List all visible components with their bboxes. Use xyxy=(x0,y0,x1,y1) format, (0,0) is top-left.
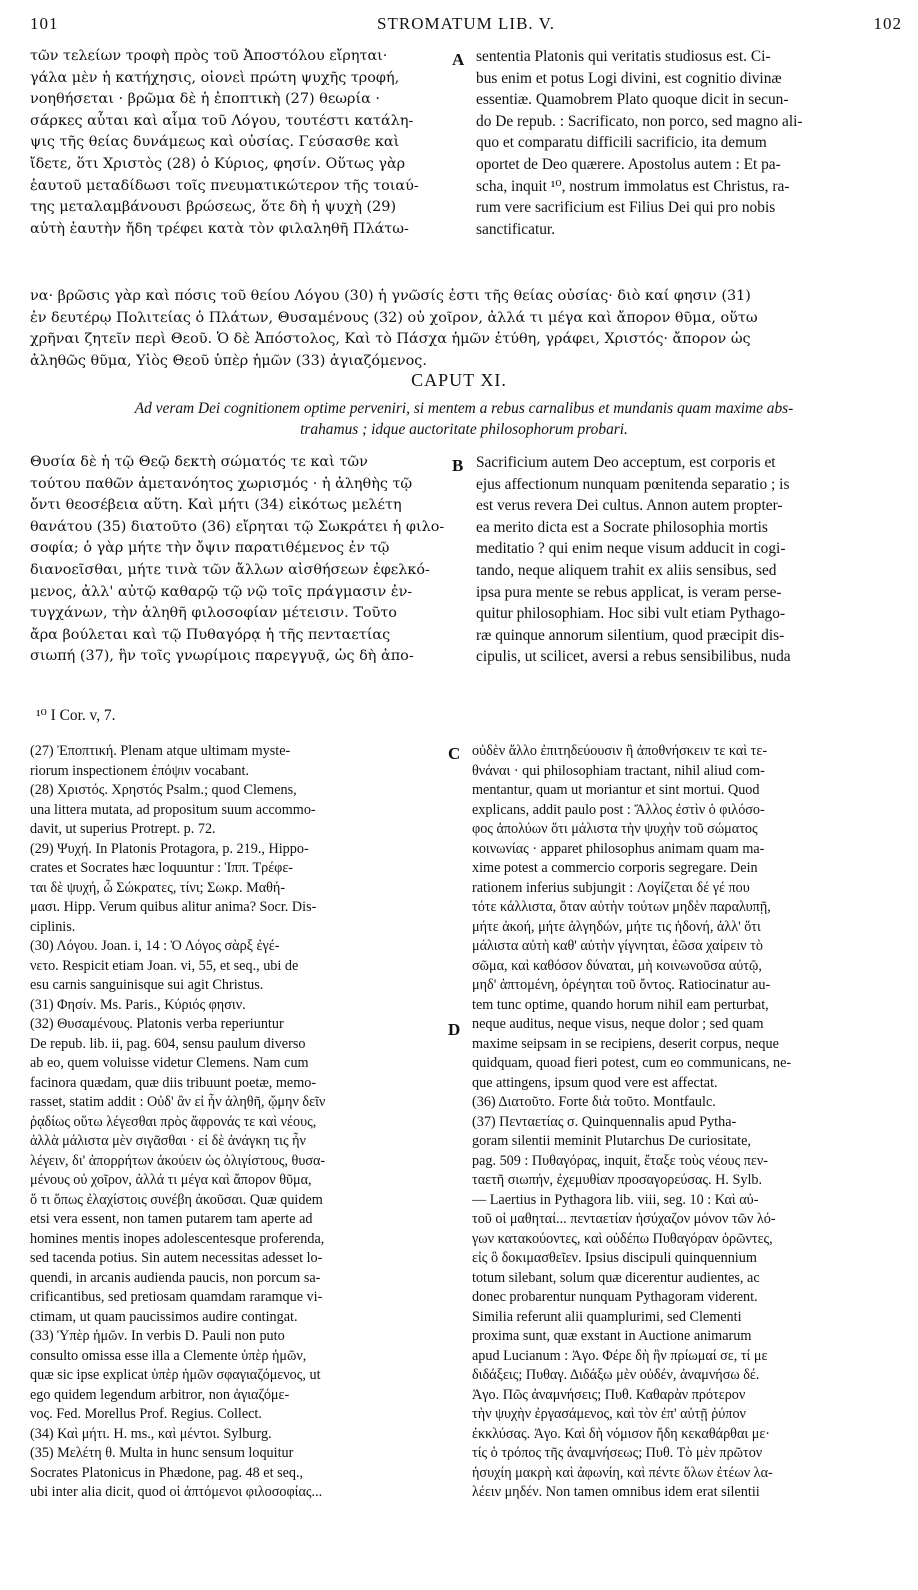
text-line: ψις τῆς θείας δυνάμεως καὶ οὐσίας. Γεύσασθε καὶ xyxy=(30,134,400,151)
note-line: (31) Φησίν. Ms. Paris., Κύριός φησιν. xyxy=(30,996,246,1013)
running-head xyxy=(30,14,902,40)
note-line: Ἀγο. Πῶς ἀναμνήσεις; Πυθ. Καθαρὰν πρότερον xyxy=(472,1386,746,1403)
note-line: ῥᾳδίως οὕτω λέγεσθαι πρὸς ἄφρονάς τε καὶ νέους, xyxy=(30,1113,317,1130)
note-line: proxima sunt, quæ exstant in Auctione animarum xyxy=(472,1328,752,1344)
note-line: φος ἀπολύων ὅτι μάλιστα τὴν ψυχὴν τοῦ σώματος xyxy=(472,821,758,837)
chapter-subtitle-line-1: Ad veram Dei cognitionem optime perveniri, si mentem a rebus carnalibus et mundanis quam maxime abs- xyxy=(134,400,794,417)
marker-c: C xyxy=(448,744,461,763)
text-line: rum vere sacrificium est Filius Dei qui pro nobis xyxy=(476,199,776,217)
text-line: ἀληθῶς θῦμα, Υἱὸς Θεοῦ ὑπὲρ ἡμῶν (33) ἁγιαζόμενος. xyxy=(30,352,427,369)
text-line: αὑτὴ ἑαυτὴν ἤδη τρέφει κατὰ τὸν φιλαληθῆ Πλάτω- xyxy=(30,220,409,237)
top-fullwidth-greek xyxy=(30,286,888,372)
text-line: sententia Platonis qui veritatis studiosus est. Ci- xyxy=(476,48,771,65)
note-line: facinora quædam, quæ diis tribuunt poetæ, memo- xyxy=(30,1074,317,1091)
marker-b: B xyxy=(452,456,464,475)
top-greek-column xyxy=(30,46,448,240)
note-line: τίς ὁ τρόπος τῆς ἀναμνήσεως; Πυθ. Τὸ μὲν πρῶτον xyxy=(472,1445,763,1461)
text-line: oportet de Deo quærere. Apostolus autem : Et pa- xyxy=(476,155,781,173)
note-line: sed tacenda potius. Sin autem necessitas adesset lo- xyxy=(30,1250,323,1266)
footnote: ¹⁰ I Cor. v, 7. xyxy=(36,707,116,724)
chapter-title: CAPUT XI. xyxy=(411,370,507,390)
running-title: STROMATUM LIB. V. xyxy=(377,14,555,33)
text-line: τῶν τελείων τροφὴ πρὸς τοῦ Ἀποστόλου εἴρηται· xyxy=(30,48,388,64)
note-line: riorum inspectionem ἐπόψιν vocabant. xyxy=(30,762,249,779)
note-line: (35) Μελέτη θ. Multa in hunc sensum loquitur xyxy=(30,1445,294,1461)
text-line: meditatio ? qui enim neque visum adducit in cogi- xyxy=(476,540,786,558)
text-line: της μεταλαμβάνουσι βρώσεως, ὅτε δὴ ἡ ψυχὴ (29) xyxy=(30,199,397,216)
note-line: λέγειν, δι' ἀπορρήτων ἀκούειν ὡς ὀλιγίστους, θυσα- xyxy=(30,1152,326,1169)
note-line: esu carnis sanguinisque sui agit Christus. xyxy=(30,977,264,993)
chapter-subtitle xyxy=(30,398,898,440)
note-line: davit, ut superius Protrept. p. 72. xyxy=(30,821,216,837)
marker-d: D xyxy=(448,1020,461,1039)
text-line: μενος, ἀλλ' αὐτῷ καθαρῷ τῷ νῷ τοῖς πράγμασιν ἐν- xyxy=(30,583,413,600)
chapter-subtitle-line-2: trahamus ; idque auctoritate philosophorum probari. xyxy=(300,421,628,438)
note-line: μένους οὐ χοῖρον, ἀλλά τι μέγα καὶ ἄπορον θῦμα, xyxy=(30,1172,312,1188)
note-line: etsi vera essent, non tamen putarem tam aperte ad xyxy=(30,1211,313,1227)
text-line: ὄντι θεοσέβεια αὕτη. Καὶ μήτι (34) εἰκότως μελέτη xyxy=(30,497,402,514)
text-line: essentiæ. Quamobrem Plato quoque dicit in secun- xyxy=(476,91,789,109)
note-line: ἐκκλύσας. Ἀγο. Καὶ δὴ νόμισον ἤδη κεκαθάρθαι με· xyxy=(472,1425,771,1442)
note-line: mentantur, quam ut moriantur et sint mortui. Quod xyxy=(472,782,760,798)
notes-right-column xyxy=(472,742,888,1503)
note-line: θνάναι · qui philosophiam tractant, nihil aliud com- xyxy=(472,762,765,779)
note-line: ab eo, quem voluisse videtur Clemens. Nam cum xyxy=(30,1055,309,1071)
text-line: sanctificatur. xyxy=(476,220,556,238)
note-line: consulto omissa esse illa a Clemente ὑπὲρ ἡμῶν, xyxy=(30,1347,307,1364)
text-line: Θυσία δὲ ἡ τῷ Θεῷ δεκτὴ σώματός τε καὶ τῶν xyxy=(30,454,368,470)
text-line: ejus affectionum nunquam pœnitenda separatio ; is xyxy=(476,475,790,493)
marker-a: A xyxy=(452,50,465,69)
note-line: γων κατακούοντες, καὶ οὐδέπω Πυθαγόραν ὁρῶντες, xyxy=(472,1230,773,1247)
note-line: τὴν ψυχὴν ἐργασάμενος, καὶ τὸν ἐπ' αὐτῇ ῥύπον xyxy=(472,1406,746,1422)
note-line: κοινωνίας · apparet philosophus animam quam ma- xyxy=(472,840,765,857)
note-line: xime potest a commercio corporis segregare. Dein xyxy=(472,860,758,876)
text-line: quo et comparatu difficili sacrificio, ita demum xyxy=(476,134,767,152)
note-line: goram silentii meminit Plutarchus De curiositate, xyxy=(472,1133,751,1149)
note-line: τότε κάλλιστα, ὅταν αὐτὴν τούτων μηδὲν παραλυπῇ, xyxy=(472,899,771,915)
note-line: διδάξεις; Πυθαγ. Διδάξω μὲν οὐδέν, ἀναμνήσω δέ. xyxy=(472,1367,760,1383)
note-line: maxime seipsam in se recipiens, deserit corpus, neque xyxy=(472,1035,779,1052)
note-line: tem tunc optime, quando horum nihil eam perturbat, xyxy=(472,996,769,1013)
note-line: ubi inter alia dicit, quod oἱ ἀπτόμενοι φιλοσοφίας... xyxy=(30,1484,323,1500)
note-line: totum silebant, solum quæ dicerentur audientes, ac xyxy=(472,1269,760,1286)
text-line: τούτου παθῶν ἀμετανόητος χωρισμός · ἡ ἀληθὴς τῷ xyxy=(30,475,413,492)
note-line: apud Lucianum : Ἀγο. Φέρε δὴ ἣν πρίωμαί σε, τί με xyxy=(472,1347,768,1364)
note-line: neque auditus, neque visus, neque dolor ; sed quam xyxy=(472,1016,764,1032)
text-line: do De repub. : Sacrificato, non porco, sed magno ali- xyxy=(476,112,803,130)
note-line: crificantibus, sed pretiosam quamdam raramque vi- xyxy=(30,1289,323,1305)
note-line: que attingens, ipsum quod vere est affectat. xyxy=(472,1074,718,1091)
text-line: Sacrificium autem Deo acceptum, est corporis et xyxy=(476,454,776,471)
right-page-number: 102 xyxy=(873,14,902,33)
note-line: — Laertius in Pythagora lib. viii, seg. 10 : Καὶ αὐ- xyxy=(472,1191,759,1208)
note-line: νος. Fed. Morellus Prof. Regius. Collect. xyxy=(30,1406,262,1422)
note-line: μηδ' ἁπτομένη, ὀρέγηται τοῦ ὄντος. Ratiocinatur au- xyxy=(472,977,771,993)
text-line: νοηθήσεται · βρῶμα δὲ ἡ ἐποπτικὴ (27) θεωρία · xyxy=(30,91,380,108)
note-line: μήτε ἀκοή, μήτε ἀλγηδών, μήτε τις ἡδονή, ἀλλ' ὅτι xyxy=(472,918,761,935)
text-line: tando, neque aliquem trahit ex aliis sensibus, sed xyxy=(476,561,777,579)
note-line: ὅ τι ὅπως ἐλαχίστοις συνέβη ἀκοῦσαι. Quæ quidem xyxy=(30,1191,323,1208)
text-line: να· βρῶσις γὰρ καὶ πόσις τοῦ θείου Λόγου (30) ἡ γνῶσίς ἐστι τῆς θείας οὐσίας· διὸ καί φησιν (31) xyxy=(30,288,751,304)
text-line: σάρκες αὗται καὶ αἷμα τοῦ Λόγου, τουτέστι κατάλη- xyxy=(30,112,414,129)
text-line: scha, inquit ¹⁰, nostrum immolatus est Christus, ra- xyxy=(476,177,790,195)
text-line: χρῆναι ζητεῖν περὶ Θεοῦ. Ὁ δὲ Ἀπόστολος, Καὶ τὸ Πάσχα ἡμῶν ἐτύθη, γράφει, Χριστός· ἄπορον ὡς xyxy=(30,331,751,348)
note-line: ego quidem legendum arbitror, non ἁγιαζόμε- xyxy=(30,1386,290,1403)
note-line: νετο. Respicit etiam Joan. vi, 55, et seq., ubi de xyxy=(30,957,299,974)
note-line: ciplinis. xyxy=(30,918,76,935)
text-line: cipulis, ut scilicet, aversi a rebus sensibilibus, nuda xyxy=(476,648,791,666)
note-line: De repub. lib. ii, pag. 604, sensu paulum diverso xyxy=(30,1035,306,1052)
note-line: rationem inferius subjungit : Λογίζεται δέ γέ που xyxy=(472,879,750,896)
note-line: Similia referunt alii quamplurimi, sed Clementi xyxy=(472,1308,742,1325)
note-line: μάλιστα αὐτὴ καθ' αὑτὴν γίγνηται, ἐῶσα χαίρειν τὸ xyxy=(472,938,763,954)
text-line: ἴδετε, ὅτι Χριστὸς (28) ὁ Κύριος, φησίν. Οὕτως γὰρ xyxy=(30,155,406,172)
note-line: (27) Ἐποπτική. Plenam atque ultimam myste- xyxy=(30,743,291,759)
text-line: ræ quinque annorum silentium, quod præcipit dis- xyxy=(476,626,785,644)
note-line: (32) Θυσαμένους. Platonis verba reperiuntur xyxy=(30,1016,284,1032)
notes-left-column xyxy=(30,742,444,1503)
note-line: ctimam, ut quam paucissimos audire contingat. xyxy=(30,1308,298,1325)
note-line: (28) Χριστός. Χρηστός Psalm.; quod Clemens, xyxy=(30,782,297,798)
text-line: γάλα μὲν ἡ κατήχησις, οἱονεὶ πρώτη ψυχῆς τροφή, xyxy=(30,69,400,86)
note-line: μασι. Hipp. Verum quibus alitur anima? Socr. Dis- xyxy=(30,899,317,915)
note-line: pag. 509 : Πυθαγόρας, inquit, ἔταξε τοὺς νέους πεν- xyxy=(472,1152,769,1169)
text-line: ἑαυτοῦ μεταδίδωσι τοῖς πνευματικώτερον τῆς τοιαύ- xyxy=(30,177,419,194)
text-line: θανάτου (35) διατοῦτο (36) εἴρηται τῷ Σωκράτει ἡ φιλο- xyxy=(30,518,445,535)
text-line: σοφία; ὁ γὰρ μήτε τὴν ὄψιν παρατιθέμενος ἐν τῷ xyxy=(30,540,390,557)
note-line: (37) Πενταετίας σ. Quinquennalis apud Pytha- xyxy=(472,1113,737,1130)
note-line: εἰς ὃ δοκιμασθεῖεν. Ipsius discipuli quinquennium xyxy=(472,1250,757,1266)
note-line: ταετῆ σιωπήν, ἐχεμυθίαν προσαγορεύσας. H. Sylb. xyxy=(472,1172,763,1188)
mid-latin-column xyxy=(476,452,888,668)
note-line: σῶμα, καὶ καθόσον δύναται, μὴ κοινωνοῦσα αὐτῷ, xyxy=(472,957,762,974)
note-line: (30) Λόγου. Joan. i, 14 : Ὁ Λόγος σὰρξ ἐγέ- xyxy=(30,938,280,954)
text-line: bus enim et potus Logi divini, est cognitio divinæ xyxy=(476,69,782,87)
text-line: ipsa pura mente se rebus applicat, is veram perse- xyxy=(476,583,782,601)
note-line: homines mentis inopes adolescentesque proferenda, xyxy=(30,1230,325,1247)
note-line: (36) Διατοῦτο. Forte διὰ τοῦτο. Montfaulc. xyxy=(472,1094,716,1110)
text-line: τυγχάνων, τὴν ἀληθῆ φιλοσοφίαν μέτεισιν. Τοῦτο xyxy=(30,605,397,622)
note-line: quidquam, quoad fieri potest, cum eo communicans, ne- xyxy=(472,1055,792,1071)
left-page-number: 101 xyxy=(30,14,59,33)
note-line: οὐδὲν ἄλλο ἐπιτηδεύουσιν ἢ ἀποθνήσκειν τε καὶ τε- xyxy=(472,743,768,759)
top-latin-column xyxy=(476,46,888,240)
note-line: explicans, addit paulo post : Ἄλλος ἐστὶν ὁ φιλόσο- xyxy=(472,801,765,818)
note-line: crates et Socrates hæc loquuntur : Ἱππ. Τρέφε- xyxy=(30,860,294,876)
note-line: (34) Καὶ μήτι. H. ms., καὶ μέντοι. Sylburg. xyxy=(30,1425,272,1442)
note-line: λέειν μηδέν. Non tamen omnibus idem erat silentii xyxy=(472,1484,760,1500)
note-line: donec probarentur nunquam Pythagoram viderent. xyxy=(472,1289,758,1305)
text-line: est verus revera Dei cultus. Annon autem propter- xyxy=(476,497,783,515)
note-line: Socrates Platonicus in Phædone, pag. 48 et seq., xyxy=(30,1464,304,1481)
note-line: ἡσυχίη μακρὴ καὶ ἀφωνίη, καὶ πέντε ὅλων ἐτέων λα- xyxy=(472,1464,773,1481)
note-line: quæ sic ipse explicat ὑπὲρ ἡμῶν σφαγιαζόμενος, ut xyxy=(30,1367,321,1383)
text-line: quitur philosophiam. Hoc sibi vult etiam Pythago- xyxy=(476,605,786,623)
note-line: una littera mutata, ad propositum suum accommo- xyxy=(30,801,316,818)
note-line: quendi, in arcanis audienda paucis, non porcum sa- xyxy=(30,1269,321,1286)
note-line: ἀλλὰ μάλιστα μὲν σιγᾶσθαι · εἰ δὲ ἀνάγκη τις ἦν xyxy=(30,1133,306,1149)
mid-greek-column xyxy=(30,452,448,668)
note-line: (33) Ὑπὲρ ἡμῶν. In verbis D. Pauli non puto xyxy=(30,1328,285,1344)
text-line: ἄρα βούλεται καὶ τῷ Πυθαγόρᾳ ἡ τῆς πενταετίας xyxy=(30,626,391,643)
text-line: ἐν δευτέρῳ Πολιτείας ὁ Πλάτων, Θυσαμένους (32) οὐ χοῖρον, ἀλλά τι μέγα καὶ ἄπορον θῦμα, οὕτω xyxy=(30,309,758,326)
text-line: διανοεῖσθαι, μήτε τινὰ τῶν ἄλλων αἰσθήσεων ἐφελκό- xyxy=(30,561,430,578)
note-line: ται δὲ ψυχή, ὦ Σώκρατες, τίνι; Σωκρ. Μαθή- xyxy=(30,879,286,896)
note-line: τοῦ οἱ μαθηταί... πενταετίαν ἡσύχαζον μόνον τῶν λό- xyxy=(472,1211,776,1227)
note-line: rasset, statim addit : Οὐδ' ἂν εἰ ἦν ἀληθῆ, ᾤμην δεῖν xyxy=(30,1094,326,1110)
text-line: ea merito dicta est a Socrate philosophia mortis xyxy=(476,518,768,536)
note-line: (29) Ψυχή. In Platonis Protagora, p. 219., Hippo- xyxy=(30,840,309,857)
text-line: σιωπή (37), ἣν τοῖς γνωρίμοις παρεγγυᾷ, ὡς δὴ ἀπο- xyxy=(30,648,414,665)
